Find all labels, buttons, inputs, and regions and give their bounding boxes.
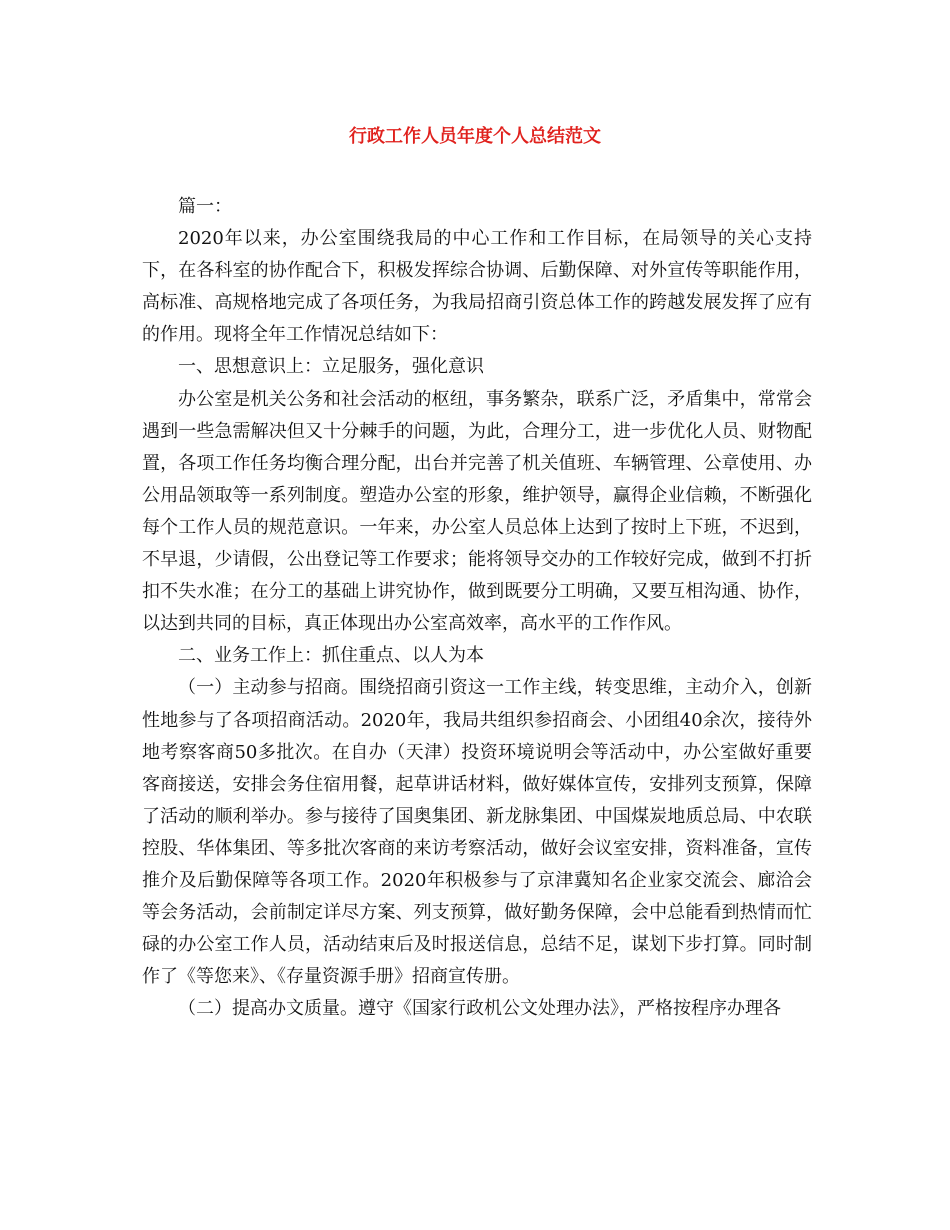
document-body	[142, 191, 812, 1025]
paragraph: （一）主动参与招商。围绕招商引资这一工作主线，转变思维，主动介入，创新性地参与了各项招商活动。2020年，我局共组织参招商会、小团组40余次，接待外地考察客商50多批次。在自办（天津）投资环境说明会等活动中，办公室做好重要客商接送，安排会务住宿用餐，起草讲话材料，做好媒体宣传，安排列支预算，保障了活动的顺利举办。参与接待了国奥集团、新龙脉集团、中国煤炭地质总局、中农联控股、华体集团、等多批次客商的来访考察活动，做好会议室安排，资料准备，宣传推介及后勤保障等各项工作。2020年积极参与了京津冀知名企业家交流会、廊洽会等会务活动，会前制定详尽方案、列支预算，做好勤务保障，会中总能看到热情而忙碌的办公室工作人员，活动结束后及时报送信息，总结不足，谋划下步打算。同时制作了《等您来》、《存量资源手册》招商宣传册。	[142, 677, 812, 988]
paragraph: 2020年以来，办公室围绕我局的中心工作和工作目标，在局领导的关心支持下，在各科室的协作配合下，积极发挥综合协调、后勤保障、对外宣传等职能作用，高标准、高规格地完成了各项任务，为我局招商引资总体工作的跨越发展发挥了应有的作用。现将全年工作情况总结如下：	[142, 228, 812, 346]
section-heading: 一、思想意识上：立足服务，强化意识	[178, 356, 484, 378]
document-title: 行政工作人员年度个人总结范文	[349, 126, 601, 147]
paragraph: （二）提高办文质量。遵守《国家行政机公文处理办法》，严格按程序办理各	[178, 998, 781, 1020]
paragraph: 办公室是机关公务和社会活动的枢纽，事务繁杂，联系广泛，矛盾集中，常常会遇到一些急需解决但又十分棘手的问题，为此，合理分工，进一步优化人员、财物配置，各项工作任务均衡合理分配，出台并完善了机关值班、车辆管理、公章使用、办公用品领取等一系列制度。塑造办公室的形象，维护领导，赢得企业信赖，不断强化每个工作人员的规范意识。一年来，办公室人员总体上达到了按时上下班，不迟到，不早退，少请假，公出登记等工作要求；能将领导交办的工作较好完成，做到不打折扣不失水准；在分工的基础上讲究协作，做到既要分工明确，又要互相沟通、协作，以达到共同的目标，真正体现出办公室高效率，高水平的工作作风。	[142, 388, 812, 635]
paragraph: 篇一：	[178, 196, 232, 217]
section-heading: 二、业务工作上：抓住重点、以人为本	[178, 645, 484, 667]
